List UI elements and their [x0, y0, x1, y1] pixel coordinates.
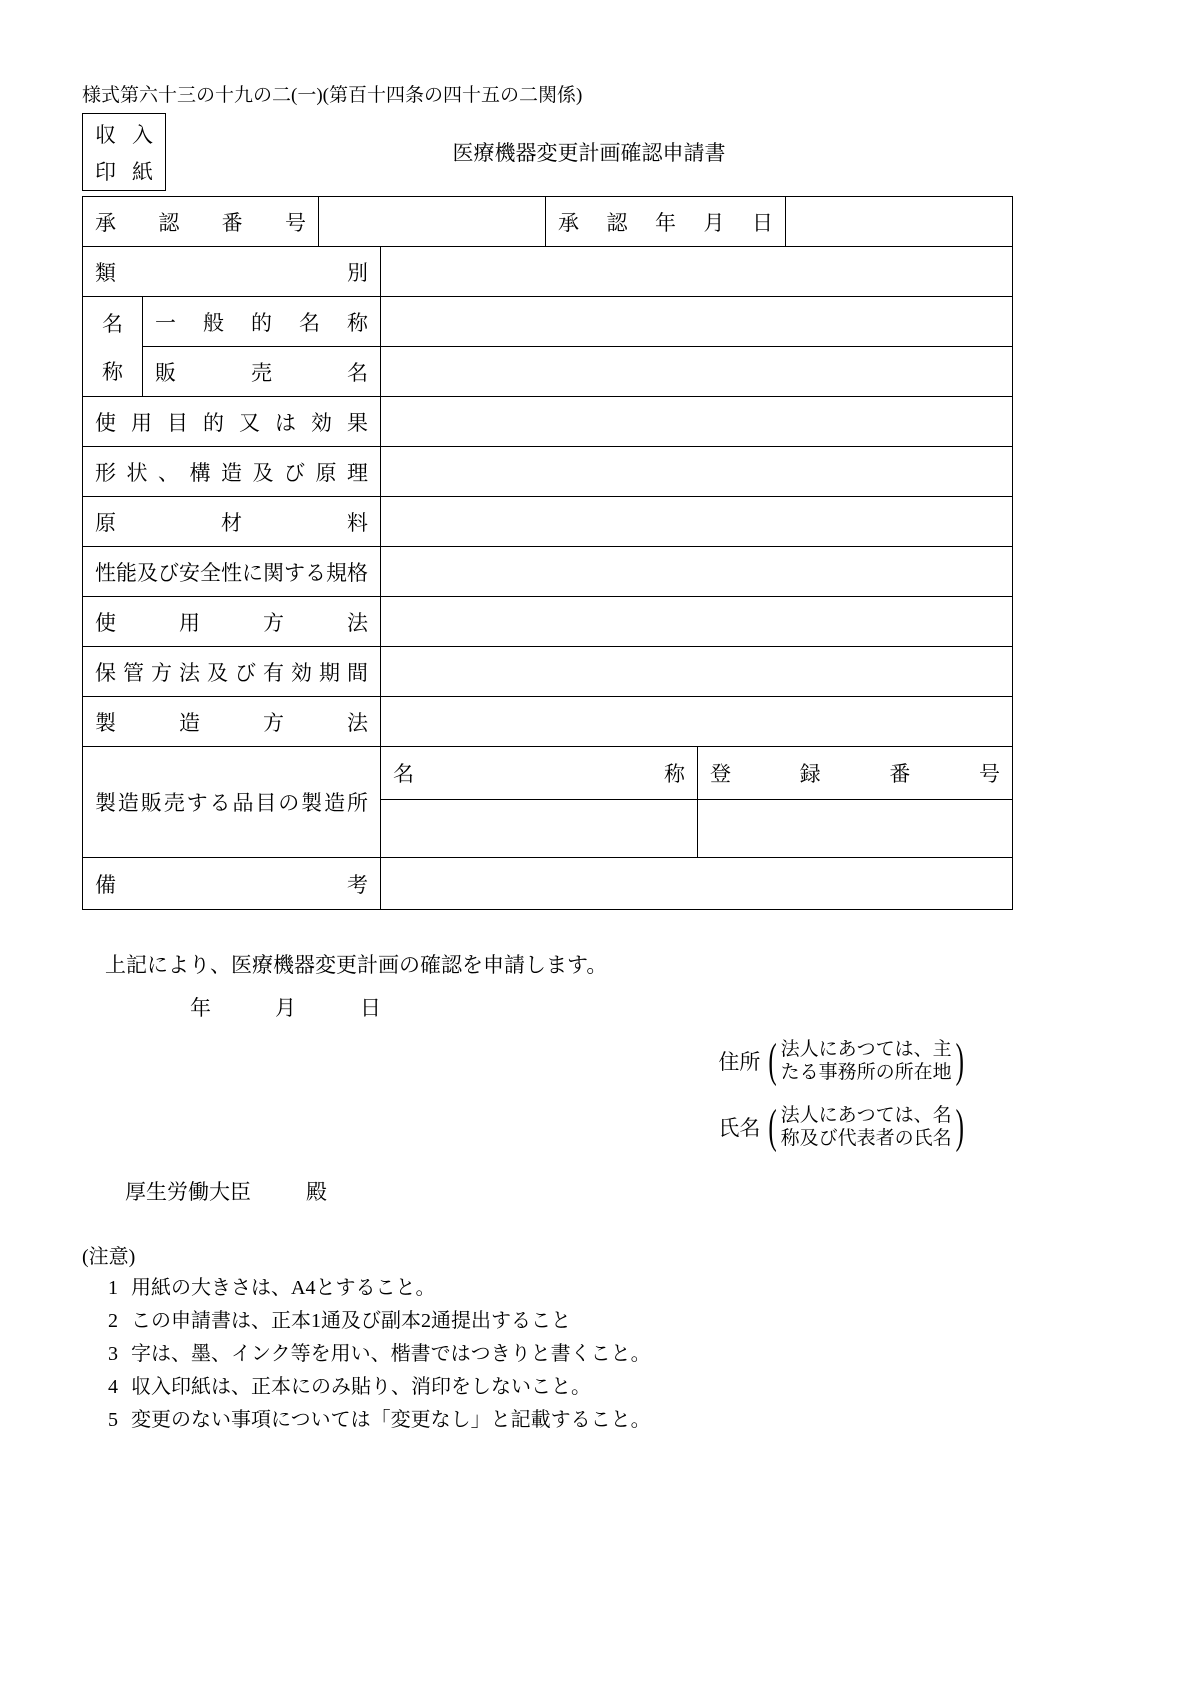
open-paren-icon: (: [768, 1035, 777, 1087]
purpose-effect-label: 使 用 目 的 又 は 効 果: [95, 410, 368, 435]
purpose-effect-row: [83, 397, 1013, 447]
note-text: 字は、墨、インク等を用い、楷書ではつきりと書くこと。: [131, 1343, 651, 1365]
notes-heading: (注意): [82, 1246, 136, 1268]
remarks-row: [83, 858, 1013, 910]
signature-block: [82, 1035, 1012, 1153]
date-line: [190, 992, 1012, 1022]
usage-method-value-cell: [381, 597, 1013, 647]
performance-safety-row: [83, 547, 1013, 597]
sales-name-value-cell: [381, 347, 1013, 397]
honorific-label: 殿: [306, 1180, 327, 1204]
application-form-table: [82, 196, 1013, 910]
raw-materials-value-cell: [381, 497, 1013, 547]
note-text: 用紙の大きさは、A4とすること。: [131, 1277, 436, 1299]
raw-materials-label-cell: [83, 497, 381, 547]
note-number: 2: [108, 1310, 118, 1332]
general-name-value-cell: [381, 297, 1013, 347]
date-year-label: 年: [190, 996, 211, 1020]
minister-line: [125, 1176, 1012, 1206]
manufacturing-method-label: 製 造 方 法: [95, 710, 368, 735]
address-note: [781, 1038, 952, 1084]
raw-materials-label: 原 材 料: [95, 510, 368, 535]
site-name-label: 名 称: [393, 762, 685, 786]
usage-method-row: [83, 597, 1013, 647]
purpose-effect-value-cell: [381, 397, 1013, 447]
date-month-label: 月: [275, 996, 296, 1020]
storage-validity-row: [83, 647, 1013, 697]
sales-name-label-cell: [143, 347, 381, 397]
usage-method-label: 使 用 方 法: [95, 610, 368, 635]
manufacturing-method-row: [83, 697, 1013, 747]
name-row: [718, 1101, 964, 1153]
storage-validity-label-cell: [83, 647, 381, 697]
category-label: 類 別: [95, 260, 368, 285]
category-value-cell: [381, 247, 1013, 297]
manufacturing-method-value-cell: [381, 697, 1013, 747]
site-registration-number-label: 登 録 番 号: [710, 762, 1000, 786]
shape-structure-value-cell: [381, 447, 1013, 497]
address-label: 住所: [718, 1050, 761, 1074]
open-paren-icon: (: [768, 1101, 777, 1153]
revenue-stamp-box: [82, 113, 166, 191]
approval-number-label: 承 認 番 号: [95, 210, 306, 235]
raw-materials-row: [83, 497, 1013, 547]
revenue-stamp-line2: 印 紙: [95, 159, 153, 184]
date-day-label: 日: [360, 996, 381, 1020]
note-item: [82, 1305, 1012, 1338]
approval-date-value-cell: [786, 197, 1013, 247]
address-note-line1: 法人にあつては、主: [780, 1039, 952, 1060]
name-group-label-cell: [83, 297, 143, 397]
shape-structure-label: 形 状 、 構 造 及 び 原 理: [95, 460, 368, 485]
site-registration-header-cell: [698, 747, 1013, 800]
note-number: 3: [108, 1343, 118, 1365]
site-name-value-cell: [381, 800, 698, 858]
note-item: [82, 1371, 1012, 1404]
address-row: [718, 1035, 964, 1087]
purpose-effect-label-cell: [83, 397, 381, 447]
name-label: 氏名: [718, 1116, 761, 1140]
performance-safety-value-cell: [381, 547, 1013, 597]
sales-name-row: [83, 347, 1013, 397]
site-name-header-cell: [381, 747, 698, 800]
manufacturing-site-label: 製 造 販 売 す る 品 目 の 製 造 所: [95, 791, 368, 815]
performance-safety-label-cell: [83, 547, 381, 597]
sales-name-label: 販 売 名: [155, 360, 368, 385]
name-group-label: 名 称: [102, 311, 123, 384]
category-row: [83, 247, 1013, 297]
performance-safety-label: 性 能 及 び 安 全 性 に 関 す る 規 格: [95, 560, 368, 585]
name-note: [781, 1104, 952, 1150]
form-code-line: 様式第六十三の十九の二(一)(第百十四条の四十五の二関係): [82, 85, 583, 106]
manufacturing-method-label-cell: [83, 697, 381, 747]
general-name-row: [83, 297, 1013, 347]
shape-structure-row: [83, 447, 1013, 497]
note-item: [82, 1338, 1012, 1371]
usage-method-label-cell: [83, 597, 381, 647]
notes-section: [82, 1242, 1012, 1437]
storage-validity-label: 保 管 方 法 及 び 有 効 期 間: [95, 660, 368, 685]
note-item: [82, 1404, 1012, 1437]
revenue-stamp-line1: 収 入: [95, 122, 153, 147]
approval-number-value-cell: [319, 197, 546, 247]
note-number: 1: [108, 1277, 118, 1299]
general-name-label-cell: [143, 297, 381, 347]
name-note-line1: 法人にあつては、名: [780, 1105, 952, 1126]
approval-row: [83, 197, 1013, 247]
remarks-label: 備 考: [95, 872, 368, 897]
manufacturing-site-header-row: [83, 747, 1013, 800]
close-paren-icon: ): [955, 1035, 964, 1087]
close-paren-icon: ): [955, 1101, 964, 1153]
note-text: 変更のない事項については「変更なし」と記載すること。: [131, 1409, 651, 1431]
shape-structure-label-cell: [83, 447, 381, 497]
approval-number-label-cell: [83, 197, 319, 247]
remarks-value-cell: [381, 858, 1013, 910]
note-number: 5: [108, 1409, 118, 1431]
note-number: 4: [108, 1376, 118, 1398]
note-text: この申請書は、正本1通及び副本2通提出すること: [131, 1310, 571, 1332]
storage-validity-value-cell: [381, 647, 1013, 697]
minister-label: 厚生労働大臣: [125, 1180, 251, 1204]
approval-date-label: 承 認 年 月 日: [558, 210, 773, 235]
page-title: 医療機器変更計画確認申請書: [452, 141, 726, 165]
site-registration-value-cell: [698, 800, 1013, 858]
remarks-label-cell: [83, 858, 381, 910]
note-item: [82, 1272, 1012, 1305]
name-note-line2: 称及び代表者の氏名: [780, 1128, 952, 1149]
note-text: 収入印紙は、正本にのみ貼り、消印をしないこと。: [131, 1376, 591, 1398]
form-header: [82, 113, 1012, 191]
general-name-label: 一 般 的 名 称: [155, 310, 368, 335]
declaration-statement: 上記により、医療機器変更計画の確認を申請します。: [105, 953, 608, 977]
address-note-line2: たる事務所の所在地: [780, 1062, 952, 1083]
category-label-cell: [83, 247, 381, 297]
manufacturing-site-label-cell: [83, 747, 381, 858]
approval-date-label-cell: [546, 197, 786, 247]
